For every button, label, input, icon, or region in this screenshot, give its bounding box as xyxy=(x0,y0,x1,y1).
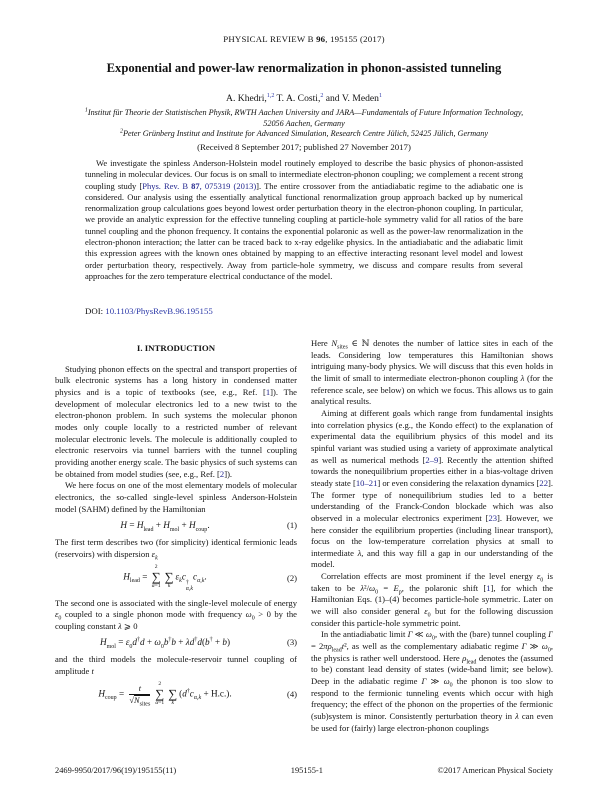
doi-line xyxy=(85,306,213,316)
affiliation-1-line-2: 52056 Aachen, Germany xyxy=(263,118,345,128)
equation-1-body: $H = H_{lead} + H_{mol} + H_{coup}$. xyxy=(120,520,210,534)
equation-3-body: $H_{mol} = \varepsilon_0d^\dagger d + \omega_0b^\dagger b + \lambda d^\dagger d(b^\dagger + b)$ xyxy=(99,637,231,651)
equation-2-body: $H_{lead}$ = 2 ∑ α=1 ∑ k $\varepsilon_kc$ † α,k $c_{\alpha,k}$. xyxy=(123,564,207,592)
citation-link-1b[interactable]: 1 xyxy=(486,582,491,593)
equation-3-number: (3) xyxy=(286,637,297,648)
equation-4-number: (4) xyxy=(286,688,297,699)
citation-link-1[interactable]: 1 xyxy=(265,386,271,397)
intro-paragraph-4: The second one is associated with the single-level molecule of energy $\varepsilon_0$ coupled to a single phonon mode with frequency $\omega_0 > 0$ by the coupling constant λ ⩾ 0 xyxy=(55,597,297,631)
intro-paragraph-8: Correlation effects are most prominent if the level energy $\varepsilon_0$ is taken to be $\lambda^2/\omega_0 = E_p$, the polaronic shift [1], for which the Hamiltonian Eqs. (1)–(4) becomes particle-hole symmetric. Later on we will also consider general $\varepsilon_0$ but for the following discussion consider this particle-hole symmetric point. xyxy=(311,571,553,628)
doi-link[interactable]: 10.1103/PhysRevB.96.195155 xyxy=(105,306,213,316)
footer-issn: 2469-9950/2017/96(19)/195155(11) xyxy=(55,766,177,775)
intro-paragraph-6: Here $N_{sites}$ ∈ ℕ denotes the number of lattice sites in each of the leads. Considering low temperatures this Hamiltonian shows intriguing many-body physics. We will discuss that this even holds in the limit of small to intermediate electron-phonon coupling λ (for the reference scale, see below) on which we focus. This allows us to gain analytical results. xyxy=(311,338,553,407)
abstract-text: We investigate the spinless Anderson-Holstein model routinely employed to describe the basic physics of phonon-assisted tunneling in molecular devices. Our focus is on small to intermediate electron-phonon coupling; we complement a recent strong coupling study [Phys. Rev. B 87, 075319 (2013)]. The entire crossover from the antiadiabatic regime to the adiabatic one is considered. Our analysis using the essentially analytical functional renormalization group approach backed up by numerical renormalization group calculations goes beyond lowest order perturbation theory in the electron-phonon coupling. In particular, we provide an analytic expression for the effective tunneling coupling at particle-hole symmetry valid for all ratios of the bare tunnel coupling and the phonon frequency. It contains the exponential polaronic as well as the power-law renormalization in the electron-phonon interaction; the latter can be traced back to x-ray edgelike physics. In the antiadiabatic and the adiabatic limit this expression agrees with the known ones obtained by mapping to an effective interacting resonant level model and lowest order perturbation theory, respectively. Away from particle-hole symmetry, we discuss and compare results from several approaches for the zero temperature electrical conductance of the model. xyxy=(85,158,523,281)
citation-link-2-9[interactable]: 2–9 xyxy=(425,454,439,465)
left-column xyxy=(55,338,297,762)
section-heading-introduction: I. INTRODUCTION xyxy=(136,343,216,353)
footer-copyright: ©2017 American Physical Society xyxy=(437,766,553,775)
affiliation-2: $^2$Peter Grünberg Institut and Institute for Advanced Simulation, Research Centre Jülich, 52425 Jülich, Germany xyxy=(119,128,489,139)
equation-1 xyxy=(55,520,297,532)
citation-link-22[interactable]: 22 xyxy=(539,477,548,488)
equation-3 xyxy=(55,637,297,649)
abstract-citation-link[interactable]: Phys. Rev. B 87, 075319 (2013) xyxy=(142,180,257,191)
citation-link-23[interactable]: 23 xyxy=(488,512,498,523)
intro-paragraph-1: Studying phonon effects on the spectral and transport properties of bulk electronic systems has a long history in condensed matter physics and is a topic of textbooks (see, e.g., Ref. [1]). The development of molecular electronics led to a new twist to the electron-phonon problem. In such systems the molecular phonon modes only couple locally to a restricted number of relevant molecular electronic levels. The molecule is additionally coupled to electronic reservoirs via tunnel barriers with the tunnel coupling providing another energy scale. The basic physics of such systems can be obtained from model studies (see, e.g., Ref. [2]). xyxy=(55,363,297,479)
footer-page-number: 195155-1 xyxy=(290,766,323,775)
equation-2 xyxy=(55,565,297,592)
affiliations-block xyxy=(30,108,578,140)
paper-title: Exponential and power-law renormalization in phonon-assisted tunneling xyxy=(106,61,502,75)
equation-4-body: $H_{coup}$ = $\frac{t}{√N_{sites}}$ 2 ∑ α=1 ∑ k $(d^\dagger c_{\alpha,k} + H.c.)$. xyxy=(98,681,232,708)
equation-1-number: (1) xyxy=(286,520,297,531)
doi-label: DOI: xyxy=(85,306,104,316)
intro-paragraph-7: Aiming at different goals which range from fundamental insights into correlation physics (e.g., the Kondo effect) to the explanation of experimental data the equilibrium physics of this model and its spinful variant was studied using a variety of approximate analytical as well as numerical methods [2–9]. Recently the attention shifted towards the nonequilibrium properties either in a bias-voltage driven steady state [10–21] or even considering the relaxation dynamics [22]. The former type of nonequilibrium studies led to a better understanding of the Franck-Condon blockade which was also observed in a molecular electronics experiment [23]. However, we here consider the equilibrium properties (including linear transport), focus on the low-temperature correlation physics at small to intermediate λ, and this way fill a gap in our understanding of the model. xyxy=(311,407,553,570)
equation-2-number: (2) xyxy=(286,573,297,583)
intro-paragraph-5: and the third models the molecule-reservoir tunnel coupling of amplitude t xyxy=(55,654,297,676)
two-column-body xyxy=(55,338,553,762)
intro-paragraph-9: In the antiadiabatic limit Γ ≪ $\omega_0$, with the (bare) tunnel coupling $\Gamma = 2\pi\rho_{lead}t^2$, as well as the complementary adiabatic regime Γ ≫ $\omega_0$, the physics is rather well understood. Here $\rho_{lead}$ denotes the (assumed to be) constant lead density of states (wide-band limit; see below). Deep in the adiabatic regime Γ ≫ $\omega_0$ the phonon is too slow to respond to the fermionic tunneling events which occur with high frequency; the effect of the phonon on the properties of the fermionic (sub)system is minor. Consistently perturbation theory in λ can even be used for (fairly) large electron-phonon couplings xyxy=(311,629,553,733)
intro-paragraph-3: The first term describes two (for simplicity) identical fermionic leads (reservoirs) with dispersion $\varepsilon_k$ xyxy=(55,536,297,562)
received-published-line: (Received 8 September 2017; published 27 November 2017) xyxy=(197,142,411,152)
affiliation-1-line-1: $^1$Institut für Theorie der Statistischen Physik, RWTH Aachen University and JARA—Fundamentals of Future Information Technology, xyxy=(84,107,524,117)
right-column xyxy=(311,338,553,762)
page-footer xyxy=(55,766,553,775)
authors-line: A. Khedri,$^{1,2}$ T. A. Costi,$^2$ and V. Meden$^1$ xyxy=(226,92,382,104)
citation-link-2[interactable]: 2 xyxy=(219,468,225,479)
citation-link-10-21[interactable]: 10–21 xyxy=(355,477,378,488)
equation-4 xyxy=(55,682,297,707)
intro-paragraph-2: We here focus on one of the most elementary models of molecular electronics, the so-called single-level spinless Anderson-Holstein model (SAHM) defined by the Hamiltonian xyxy=(55,480,297,514)
journal-header: PHYSICAL REVIEW B 96, 195155 (2017) xyxy=(223,34,385,44)
